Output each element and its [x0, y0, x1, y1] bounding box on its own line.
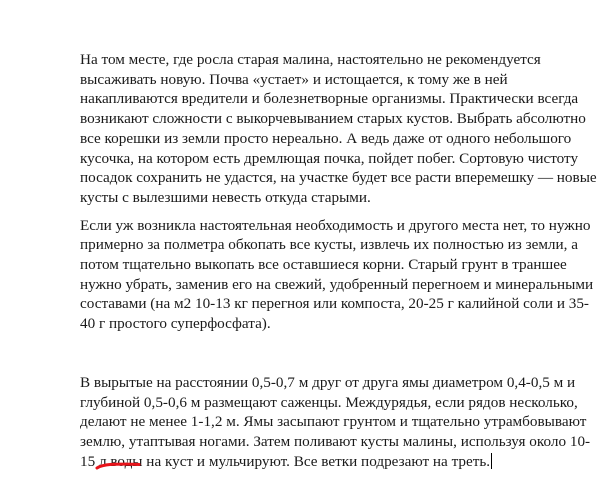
paragraph-3[interactable]	[80, 373, 600, 472]
empty-line	[80, 334, 600, 373]
paragraph-2[interactable]: Если уж возникла настоятельная необходимость и другого места нет, то нужно примерно за полметра обкопать все кусты, извлечь их полностью из земли, а потом тщательно выкопать все оставшиеся корни. Старый грунт в траншее нужно убрать, заменив его на свежий, удобренный перегноем и минеральными составами (на м2 10-13 кг перегноя или компоста, 20-25 г калийной соли и 35-40 г простого суперфосфата).	[80, 216, 594, 333]
paragraph-1[interactable]: На том месте, где росла старая малина, настоятельно не рекомендуется высаживать новую. Почва «устает» и истощается, к тому же в ней накапливаются вредители и болезнетворные организмы. Практически всегда возникают сложности с выкорчевыванием старых кустов. Выбрать абсолютно все корешки из земли просто нереально. А ведь даже от одного небольшого кусочка, на котором есть дремлющая почка, пойдет побег. Сортовую чистоту посадок сохранить не удастся, на участке будет все расти вперемешку — новые кусты с вылезшими невесть откуда старыми.	[80, 51, 597, 206]
red-underline-annotation	[95, 462, 141, 470]
document-body[interactable]	[80, 50, 600, 471]
text-cursor	[491, 453, 492, 469]
paragraph-3-text[interactable]: В вырытые на расстоянии 0,5-0,7 м друг от друга ямы диаметром 0,4-0,5 м и глубиной 0,5-0,6 м размещают саженцы. Междурядья, если рядов несколько, делают не менее 1-1,2 м. Ямы засыпают грунтом и тщательно утрамбовывают землю, утаптывая ногами. Затем поливают кусты малины, используя около 10-15 л воды на куст и мульчируют. Все ветки подрезают на треть.	[80, 373, 591, 470]
